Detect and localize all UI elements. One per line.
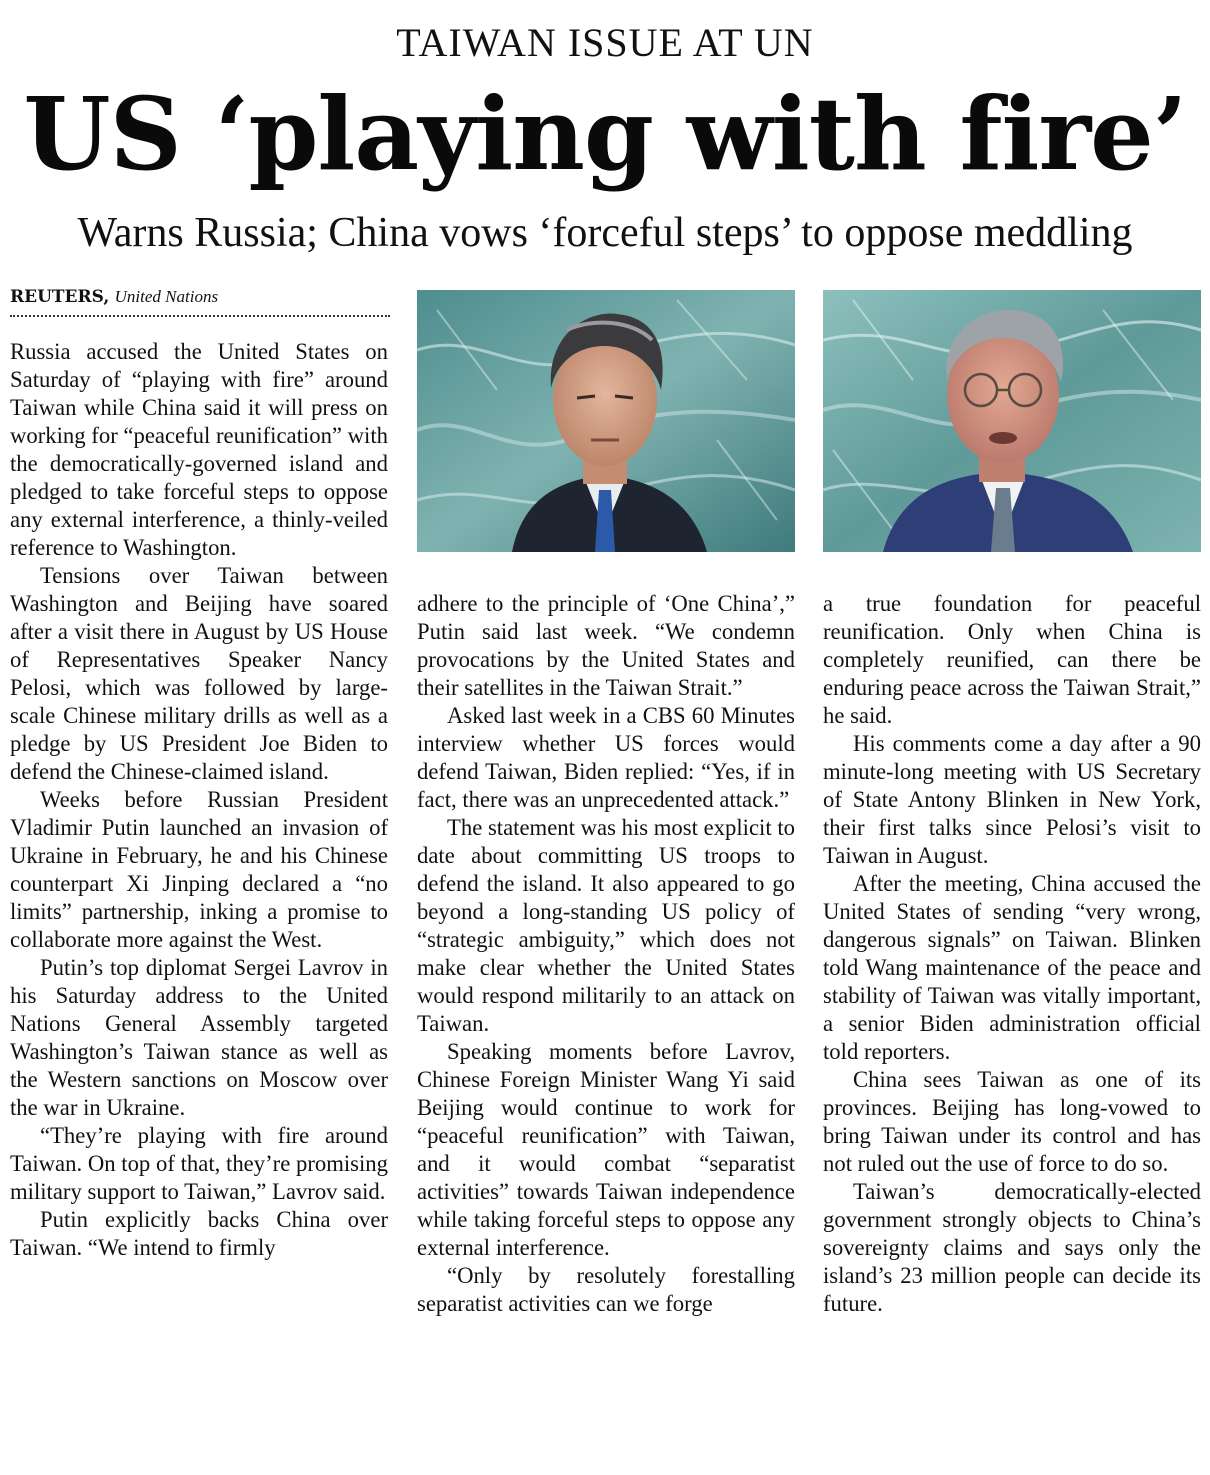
paragraph: adhere to the principle of ‘One China’,” Putin said last week. “We condemn provocations by the United States and their satellites in the Taiwan Strait.” <box>417 591 795 700</box>
paragraph: Asked last week in a CBS 60 Minutes interview whether US forces would defend Taiwan, Biden replied: “Yes, if in fact, there was an unprecedented attack.” <box>417 703 795 812</box>
paragraph: “Only by resolutely forestalling separatist activities can we forge <box>417 1263 795 1316</box>
paragraph: After the meeting, China accused the United States of sending “very wrong, dangerous signals” on Taiwan. Blinken told Wang maintenance of the peace and stability of Taiwan was vitally important, a senior Biden administration official told reporters. <box>823 871 1201 1064</box>
headline: US ‘playing with fire’ <box>23 75 1187 193</box>
paragraph: His comments come a day after a 90 minute-long meeting with US Secretary of State Antony Blinken in New York, their first talks since Pelosi’s visit to Taiwan in August. <box>823 731 1201 868</box>
paragraph: Weeks before Russian President Vladimir Putin launched an invasion of Ukraine in February, he and his Chinese counterpart Xi Jinping declared a “no limits” partnership, inking a promise to collaborate more against the West. <box>10 787 388 952</box>
article-column-3 <box>823 590 1201 1470</box>
photo-sergei-lavrov-illustration <box>823 290 1201 552</box>
article-column-1 <box>10 338 388 1468</box>
byline-place: United Nations <box>114 287 219 306</box>
photo-wang-yi-illustration <box>417 290 795 552</box>
paragraph: China sees Taiwan as one of its provinces. Beijing has long-vowed to bring Taiwan under its control and has not ruled out the use of force to do so. <box>823 1067 1201 1176</box>
paragraph: “They’re playing with fire around Taiwan. On top of that, they’re promising military support to Taiwan,” Lavrov said. <box>10 1123 388 1204</box>
paragraph: The statement was his most explicit to date about committing US troops to defend the island. It also appeared to go beyond a long-standing US policy of “strategic ambiguity,” which does not make clear whether the United States would respond militarily to an attack on Taiwan. <box>417 815 795 1036</box>
paragraph: Putin explicitly backs China over Taiwan. “We intend to firmly <box>10 1207 388 1260</box>
paragraph: Speaking moments before Lavrov, Chinese Foreign Minister Wang Yi said Beijing would continue to work for “peaceful reunification” with Taiwan, and it would combat “separatist activities” towards Taiwan independence while taking forceful steps to oppose any external interference. <box>417 1039 795 1260</box>
article-column-2 <box>417 590 795 1470</box>
paragraph: Tensions over Taiwan between Washington and Beijing have soared after a visit there in August by US House of Representatives Speaker Nancy Pelosi, which was followed by large-scale Chinese military drills as well as a pledge by US President Joe Biden to defend the Chinese-claimed island. <box>10 563 388 784</box>
paragraph: a true foundation for peaceful reunification. Only when China is completely reunified, can there be enduring peace across the Taiwan Strait,” he said. <box>823 591 1201 728</box>
deck-subheadline: Warns Russia; China vows ‘forceful steps’ to oppose meddling <box>77 210 1133 256</box>
photo-wang-yi <box>417 290 795 552</box>
paragraph: Putin’s top diplomat Sergei Lavrov in his Saturday address to the United Nations General Assembly targeted Washington’s Taiwan stance as well as the Western sanctions on Moscow over the war in Ukraine. <box>10 955 388 1120</box>
byline <box>10 285 390 317</box>
photo-sergei-lavrov <box>823 290 1201 552</box>
byline-agency: REUTERS, <box>10 287 110 307</box>
kicker: TAIWAN ISSUE AT UN <box>396 20 814 65</box>
paragraph: Russia accused the United States on Saturday of “playing with fire” around Taiwan while China said it will press on working for “peaceful reunification” with the democratically-governed island and pledged to take forceful steps to oppose any external interference, a thinly-veiled reference to Washington. <box>10 339 388 560</box>
paragraph: Taiwan’s democratically-elected government strongly objects to China’s sovereignty claims and says only the island’s 23 million people can decide its future. <box>823 1179 1201 1316</box>
